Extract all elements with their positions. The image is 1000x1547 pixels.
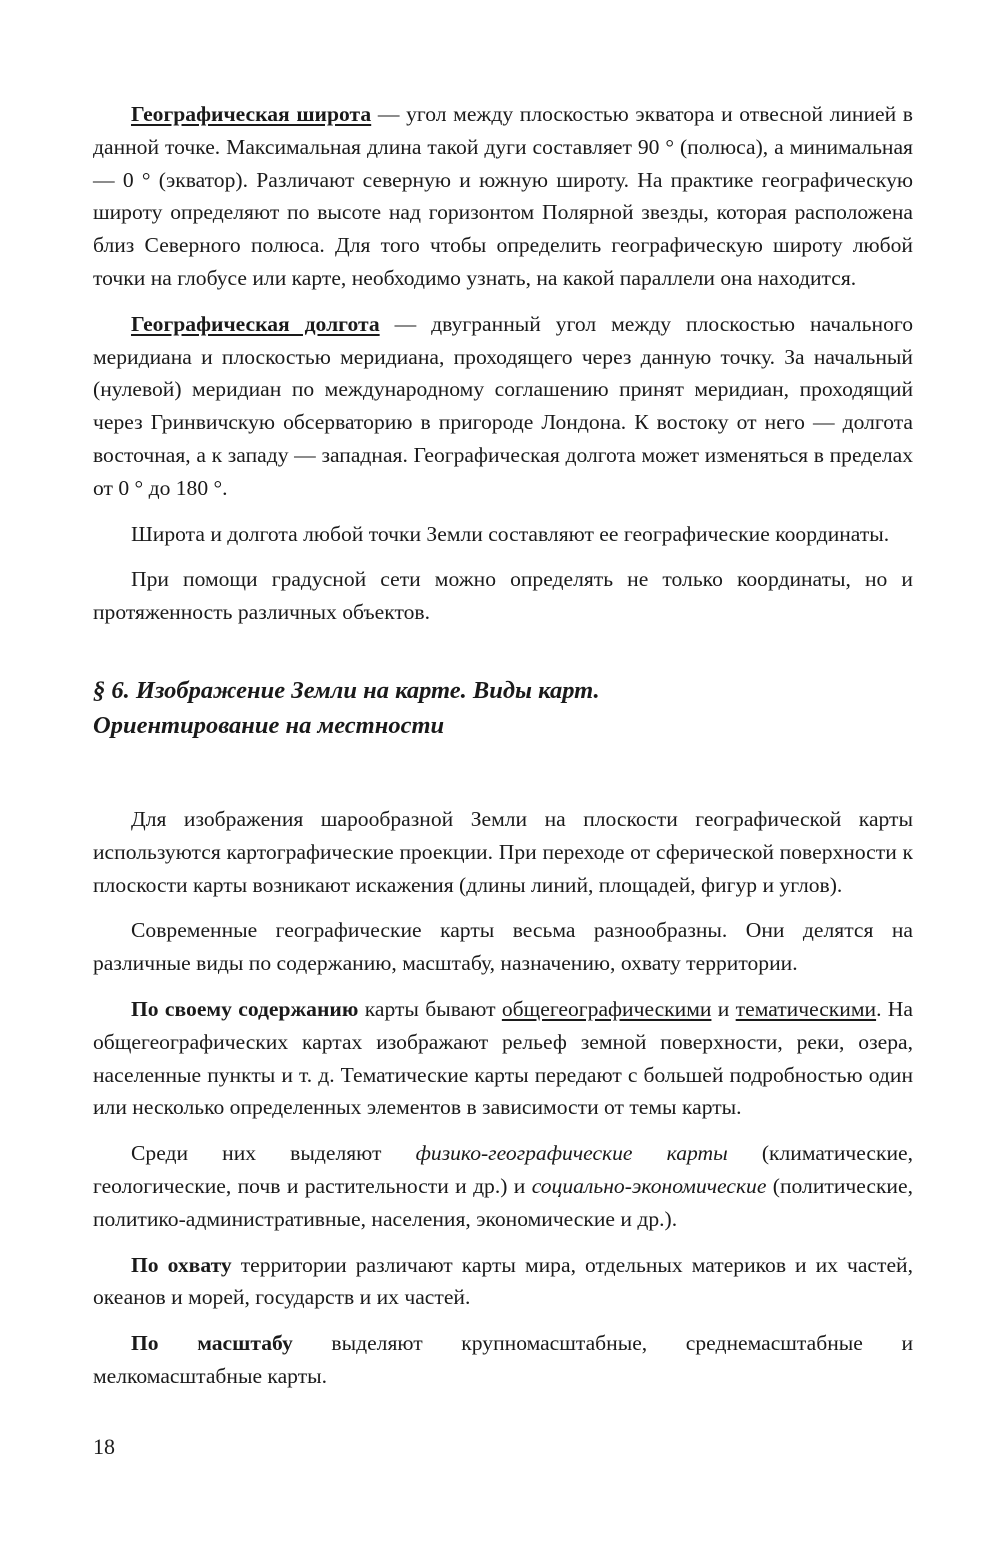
text-run: Современные географические карты весьма разнообразны. Они делятся на различные виды по содержанию, масштабу, назначению, охвату территории. xyxy=(93,918,913,976)
text-run: Широта и долгота любой точки Земли составляют ее географические координаты. xyxy=(131,521,890,546)
term: Географическая долгота xyxy=(131,311,380,336)
text-run: Среди них выделяют xyxy=(131,1141,416,1166)
text-run: Для изображения шарообразной Земли на плоскости географической карты используются картографические проекции. При переходе от сферической поверхности к плоскости карты возникают искажения (длины линий, площадей, фигур и углов). xyxy=(93,806,913,897)
paragraph xyxy=(93,1327,913,1393)
text-run: — двугранный угол между плоскостью начального меридиана и плоскостью меридиана, проходящего через данную точку. За начальный (нулевой) меридиан по международному соглашению принят меридиан, проходящий через Гринвичскую обсерваторию в пригороде Лондона. К востоку от него — долгота восточная, а к западу — западная. Географическая долгота может изменяться в пределах от 0 ° до 180 °. xyxy=(93,311,913,500)
term: физико-географические карты xyxy=(415,1141,728,1166)
paragraph xyxy=(93,1249,913,1315)
text-run: (климатические, геологические, почв и растительности и др.) и xyxy=(93,1141,913,1198)
heading-line-2: Ориентирование на местности xyxy=(93,711,445,739)
term: тематическими xyxy=(735,996,877,1021)
text-run: . На общегеографических картах изображают рельеф земной поверхности, реки, озера, населенные пункты и т. д. Тематические карты передают с большей подробностью один или несколько определенных элементов в зависимости от темы карты. xyxy=(93,996,913,1120)
text-run: (политические, политико-административные, населения, экономические и др.). xyxy=(93,1173,913,1231)
paragraph xyxy=(93,803,913,901)
paragraph xyxy=(93,1137,913,1235)
term: общегеографическими xyxy=(501,996,712,1021)
term: По своему содержанию xyxy=(131,996,359,1021)
text-run: При помощи градусной сети можно определять не только координаты, но и протяженность различных объектов. xyxy=(93,567,913,625)
text-run: — угол между плоскостью экватора и отвесной линией в данной точке. Максимальная длина такой дуги составляет 90 ° (полюса), а минимальная — 0 ° (экватор). Различают северную и южную широту. На практике географическую широту определяют по высоте над горизонтом Полярной звезды, которая расположена близ Северного полюса. Для того чтобы определить географическую широту любой точки на глобусе или карте, необходимо узнать, на какой параллели она находится. xyxy=(93,102,914,290)
text-run: территории различают карты мира, отдельных материков и их частей, океанов и морей, государств и их частей. xyxy=(93,1252,913,1310)
section-maps xyxy=(93,803,913,1393)
term: социально-экономические xyxy=(531,1173,767,1198)
paragraph xyxy=(93,914,913,980)
paragraph xyxy=(93,993,913,1124)
term: Географическая широта xyxy=(131,102,372,126)
text-run: карты бывают xyxy=(358,996,502,1021)
section-coordinates xyxy=(93,98,913,629)
text-run: выделяют крупномасштабные, среднемасштабные и мелкомасштабные карты. xyxy=(93,1331,914,1388)
heading-line-1: § 6. Изображение Земли на карте. Виды карт. xyxy=(93,676,600,704)
page-number: 18 xyxy=(93,1434,115,1459)
page-body xyxy=(93,98,913,1406)
term: По масштабу xyxy=(131,1331,293,1356)
paragraph xyxy=(93,563,913,629)
section-heading xyxy=(93,673,913,743)
paragraph xyxy=(93,518,913,551)
text-run: и xyxy=(711,996,736,1021)
paragraph xyxy=(93,98,913,295)
term: По охвату xyxy=(131,1252,232,1277)
paragraph xyxy=(93,308,913,505)
